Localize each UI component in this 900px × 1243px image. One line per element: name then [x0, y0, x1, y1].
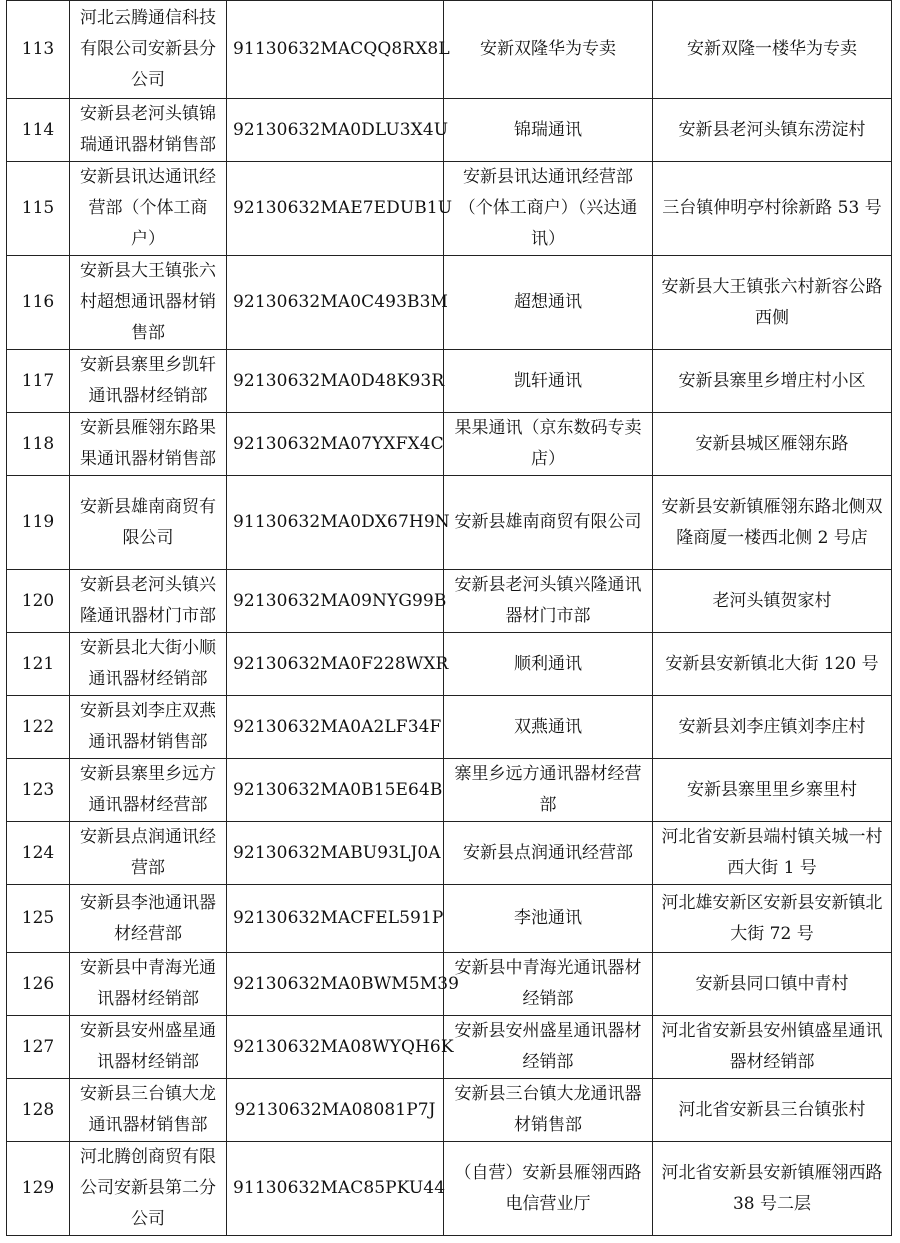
company-name: 安新县刘李庄双燕通讯器材销售部 — [70, 696, 227, 759]
credit-code: 92130632MA0A2LF34F — [227, 696, 444, 759]
row-number: 125 — [7, 885, 70, 953]
company-name: 安新县讯达通讯经营部（个体工商户） — [70, 162, 227, 256]
table-row — [7, 1, 892, 99]
credit-code: 92130632MA0D48K93R — [227, 350, 444, 413]
shop-name: 安新县点润通讯经营部 — [444, 822, 653, 885]
row-number: 127 — [7, 1016, 70, 1079]
shop-address: 河北雄安新区安新县安新镇北大街 72 号 — [653, 885, 892, 953]
row-number: 119 — [7, 476, 70, 570]
row-number: 122 — [7, 696, 70, 759]
credit-code: 92130632MA0C493B3M — [227, 256, 444, 350]
company-name: 安新县雁翎东路果果通讯器材销售部 — [70, 413, 227, 476]
row-number: 129 — [7, 1142, 70, 1236]
shop-name: 寨里乡远方通讯器材经营部 — [444, 759, 653, 822]
shop-name: 安新县中青海光通讯器材经销部 — [444, 953, 653, 1016]
company-name: 河北云腾通信科技有限公司安新县分公司 — [70, 1, 227, 99]
company-name: 河北腾创商贸有限公司安新县第二分公司 — [70, 1142, 227, 1236]
shop-address: 河北省安新县三台镇张村 — [653, 1079, 892, 1142]
credit-code: 92130632MA07YXFX4C — [227, 413, 444, 476]
company-name: 安新县老河头镇锦瑞通讯器材销售部 — [70, 99, 227, 162]
shop-address: 安新县安新镇北大街 120 号 — [653, 633, 892, 696]
table-row — [7, 256, 892, 350]
credit-code: 92130632MABU93LJ0A — [227, 822, 444, 885]
company-name: 安新县寨里乡凯轩通讯器材经销部 — [70, 350, 227, 413]
shop-name: 李池通讯 — [444, 885, 653, 953]
table-row — [7, 476, 892, 570]
shop-name: 超想通讯 — [444, 256, 653, 350]
credit-code: 92130632MA0DLU3X4U — [227, 99, 444, 162]
credit-code: 92130632MA08WYQH6K — [227, 1016, 444, 1079]
company-name: 安新县雄南商贸有限公司 — [70, 476, 227, 570]
table-row — [7, 1016, 892, 1079]
company-name: 安新县三台镇大龙通讯器材销售部 — [70, 1079, 227, 1142]
shop-name: 安新县讯达通讯经营部（个体工商户）（兴达通讯） — [444, 162, 653, 256]
company-name: 安新县老河头镇兴隆通讯器材门市部 — [70, 570, 227, 633]
credit-code: 92130632MA08081P7J — [227, 1079, 444, 1142]
shop-name: 安新县老河头镇兴隆通讯器材门市部 — [444, 570, 653, 633]
table-row — [7, 885, 892, 953]
shop-address: 安新县寨里里乡寨里村 — [653, 759, 892, 822]
table-row — [7, 759, 892, 822]
shop-name: 安新双隆华为专卖 — [444, 1, 653, 99]
credit-code: 92130632MA0F228WXR — [227, 633, 444, 696]
credit-code: 91130632MAC85PKU44 — [227, 1142, 444, 1236]
shop-name: （自营）安新县雁翎西路电信营业厅 — [444, 1142, 653, 1236]
credit-code: 91130632MACQQ8RX8L — [227, 1, 444, 99]
row-number: 113 — [7, 1, 70, 99]
shop-address: 安新县同口镇中青村 — [653, 953, 892, 1016]
shop-address: 安新县安新镇雁翎东路北侧双隆商厦一楼西北侧 2 号店 — [653, 476, 892, 570]
company-name: 安新县安州盛星通讯器材经销部 — [70, 1016, 227, 1079]
row-number: 114 — [7, 99, 70, 162]
shop-name: 安新县安州盛星通讯器材经销部 — [444, 1016, 653, 1079]
row-number: 123 — [7, 759, 70, 822]
company-name: 安新县点润通讯经营部 — [70, 822, 227, 885]
shop-address: 安新县刘李庄镇刘李庄村 — [653, 696, 892, 759]
shop-address: 安新县老河头镇东涝淀村 — [653, 99, 892, 162]
row-number: 121 — [7, 633, 70, 696]
shop-name: 凯轩通讯 — [444, 350, 653, 413]
row-number: 118 — [7, 413, 70, 476]
shop-address: 老河头镇贺家村 — [653, 570, 892, 633]
company-name: 安新县北大街小顺通讯器材经销部 — [70, 633, 227, 696]
shop-address: 河北省安新县端村镇关城一村西大街 1 号 — [653, 822, 892, 885]
shop-name: 顺利通讯 — [444, 633, 653, 696]
shop-address: 三台镇伸明亭村徐新路 53 号 — [653, 162, 892, 256]
row-number: 115 — [7, 162, 70, 256]
company-name: 安新县寨里乡远方通讯器材经营部 — [70, 759, 227, 822]
credit-code: 92130632MA0B15E64B — [227, 759, 444, 822]
shop-address: 河北省安新县安州镇盛星通讯器材经销部 — [653, 1016, 892, 1079]
row-number: 117 — [7, 350, 70, 413]
table-row — [7, 953, 892, 1016]
shop-address: 安新县寨里乡增庄村小区 — [653, 350, 892, 413]
company-name: 安新县李池通讯器材经营部 — [70, 885, 227, 953]
table-row — [7, 413, 892, 476]
credit-code: 91130632MA0DX67H9N — [227, 476, 444, 570]
credit-code: 92130632MA0BWM5M39 — [227, 953, 444, 1016]
shop-address: 安新县大王镇张六村新容公路西侧 — [653, 256, 892, 350]
registry-table-body — [7, 1, 892, 1236]
credit-code: 92130632MA09NYG99B — [227, 570, 444, 633]
table-row — [7, 822, 892, 885]
shop-name: 果果通讯（京东数码专卖店） — [444, 413, 653, 476]
shop-name: 安新县雄南商贸有限公司 — [444, 476, 653, 570]
table-row — [7, 1142, 892, 1236]
company-name: 安新县中青海光通讯器材经销部 — [70, 953, 227, 1016]
table-row — [7, 350, 892, 413]
company-name: 安新县大王镇张六村超想通讯器材销售部 — [70, 256, 227, 350]
table-row — [7, 1079, 892, 1142]
table-row — [7, 696, 892, 759]
table-row — [7, 99, 892, 162]
row-number: 116 — [7, 256, 70, 350]
table-row — [7, 633, 892, 696]
row-number: 126 — [7, 953, 70, 1016]
row-number: 128 — [7, 1079, 70, 1142]
shop-address: 安新双隆一楼华为专卖 — [653, 1, 892, 99]
shop-address: 安新县城区雁翎东路 — [653, 413, 892, 476]
credit-code: 92130632MAE7EDUB1U — [227, 162, 444, 256]
registry-table — [6, 0, 892, 1236]
shop-name: 锦瑞通讯 — [444, 99, 653, 162]
shop-address: 河北省安新县安新镇雁翎西路 38 号二层 — [653, 1142, 892, 1236]
shop-name: 安新县三台镇大龙通讯器材销售部 — [444, 1079, 653, 1142]
table-row — [7, 570, 892, 633]
table-row — [7, 162, 892, 256]
shop-name: 双燕通讯 — [444, 696, 653, 759]
row-number: 124 — [7, 822, 70, 885]
credit-code: 92130632MACFEL591P — [227, 885, 444, 953]
row-number: 120 — [7, 570, 70, 633]
